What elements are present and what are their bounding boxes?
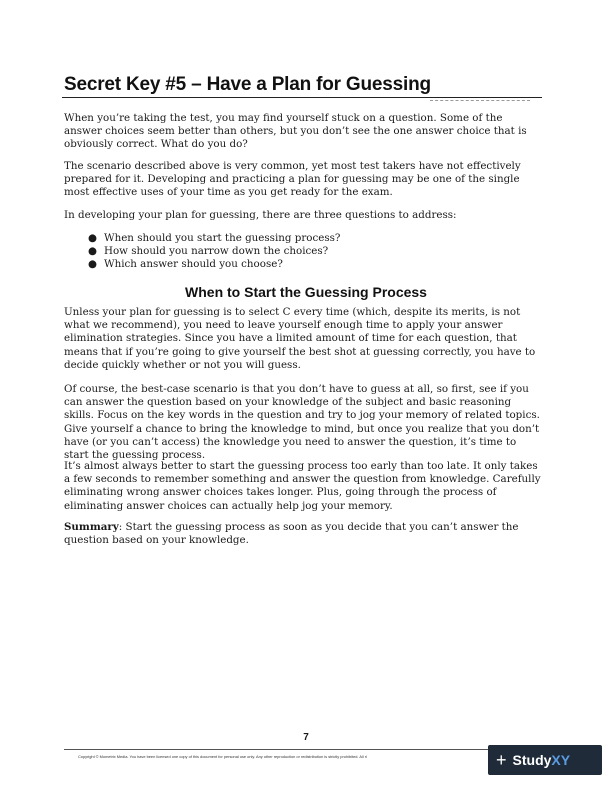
page-number: 7 <box>303 732 309 743</box>
list-item-text: Which answer should you choose? <box>104 258 283 271</box>
question-list <box>64 232 534 272</box>
bullet-icon: ● <box>88 245 97 258</box>
list-item <box>64 232 534 245</box>
bullet-icon: ● <box>88 258 97 271</box>
brand-xy: XY <box>551 752 571 768</box>
plus-icon: + <box>496 750 507 770</box>
list-item <box>64 245 534 258</box>
list-item-text: When should you start the guessing process? <box>104 232 341 244</box>
list-item <box>64 258 534 271</box>
footer-divider <box>64 749 494 750</box>
bullet-icon: ● <box>88 232 97 244</box>
intro-paragraph-3: In developing your plan for guessing, there are three questions to address: <box>64 209 457 221</box>
heading-underline <box>62 97 542 98</box>
section-paragraph-3: It’s almost always better to start the guessing process too early than too late. It only takes a few seconds to remember something and answer the question from knowledge. Carefully eliminating wrong answer choices takes longer. Plus, going through the process of eliminating answer choices can actually help jog your memory. <box>64 460 541 512</box>
summary-paragraph <box>64 521 542 547</box>
summary-label: Summary <box>64 521 119 533</box>
section-heading: When to Start the Guessing Process <box>185 284 427 300</box>
section-paragraph-1: Unless your plan for guessing is to select C every time (which, despite its merits, is not what we recommend), you need to leave yourself enough time to apply your answer elimination strategies. Since you have a limited amount of time for each question, that means that if you’re going to give yourself the best shot at guessing correctly, you have to decide quickly whether or not you will guess. <box>64 306 536 371</box>
studyxy-badge[interactable] <box>488 745 602 775</box>
page-heading: Secret Key #5 – Have a Plan for Guessing <box>64 74 431 95</box>
section-paragraph-2: Of course, the best-case scenario is that you don’t have to guess at all, so first, see if you can answer the question based on your knowledge of the subject and basic reasoning skills. Focus on the key words in the question and try to jog your memory of related topics. Give yourself a chance to bring the knowledge to mind, but once you realize that you don’t have (or you can’t access) the knowledge you need to answer the question, it’s time to start the guessing process. <box>64 383 540 462</box>
summary-text: : Start the guessing process as soon as you decide that you can’t answer the question based on your knowledge. <box>64 521 519 547</box>
copyright-notice: Copyright © Mometrix Media. You have been licensed one copy of this document for personal use only. Any other reproduction or redistribution is strictly prohibited. All ri <box>78 754 367 759</box>
heading-dash-rule <box>430 100 530 101</box>
intro-paragraph-1: When you’re taking the test, you may find yourself stuck on a question. Some of the answer choices seem better than others, but you don’t see the one answer choice that is obviously correct. What do you do? <box>64 112 527 151</box>
brand-study: Study <box>512 752 552 768</box>
brand-wordmark <box>513 753 571 767</box>
list-item-text: How should you narrow down the choices? <box>104 245 329 258</box>
intro-paragraph-2: The scenario described above is very common, yet most test takers have not effectively prepared for it. Developing and practicing a plan for guessing may be one of the single most effective uses of your time as you get ready for the exam. <box>64 160 521 199</box>
